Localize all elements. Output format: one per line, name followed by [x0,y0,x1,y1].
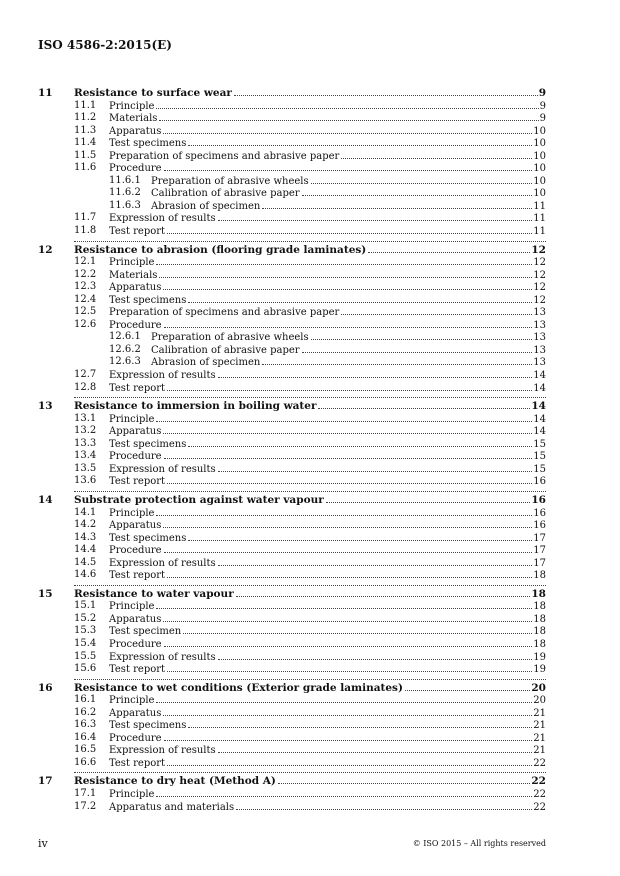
dot-leader [278,775,531,784]
toc-entry-page: 21 [533,720,546,732]
toc-entry[interactable] [38,306,546,319]
section-divider [74,397,546,398]
toc-entry-title: Resistance to immersion in boiling water [74,400,317,413]
toc-entry-number: 12.3 [74,281,97,293]
toc-entry-page: 9 [538,87,546,99]
toc-entry-number: 12.6 [74,318,97,330]
toc-entry-number: 11.6.1 [109,174,141,186]
toc-entry[interactable] [38,150,546,163]
dot-leader [163,707,532,716]
toc-entry-page: 17 [533,545,546,557]
toc-entry-title: Apparatus [109,613,162,625]
toc-section-entry[interactable] [38,494,546,507]
dot-leader [341,306,532,315]
toc-entry-title: Test report [109,757,166,769]
toc-entry-title: Preparation of abrasive wheels [151,332,309,344]
toc-entry[interactable] [38,694,546,707]
toc-entry-title: Apparatus and materials [109,801,235,813]
dot-leader [188,532,532,541]
toc-entry-title: Expression of results [109,557,216,569]
dot-leader [156,788,532,797]
toc-entry-title: Principle [109,788,155,800]
dot-leader [188,137,532,146]
toc-entry-title: Test report [109,226,166,238]
toc-entry-number: 11.2 [74,112,97,124]
dot-leader [164,450,533,459]
toc-entry-number: 12.1 [74,256,97,268]
toc-entry[interactable] [38,532,546,545]
toc-entry-page: 10 [533,188,546,200]
dot-leader [262,356,532,365]
toc-entry-page: 14 [533,370,546,382]
toc-entry-page: 11 [533,213,546,225]
toc-entry[interactable] [38,557,546,570]
dot-leader [405,682,530,691]
toc-entry-page: 12 [533,269,546,281]
dot-leader [156,694,532,703]
toc-entry[interactable] [38,256,546,269]
toc-entry-page: 14 [533,382,546,394]
toc-entry-page: 22 [533,788,546,800]
toc-section-entry[interactable] [38,682,546,695]
toc-entry-page: 21 [533,707,546,719]
dot-leader [167,663,532,672]
dot-leader [236,588,531,597]
dot-leader [311,175,533,184]
toc-entry-number: 14.1 [74,506,97,518]
document-id-header: ISO 4586-2:2015(E) [38,38,172,52]
toc-entry[interactable] [38,382,546,395]
toc-entry-page: 18 [533,638,546,650]
toc-section-entry[interactable] [38,775,546,788]
dot-leader [167,225,532,234]
dot-leader [318,400,530,409]
toc-entry-page: 13 [533,307,546,319]
dot-leader [311,331,533,340]
toc-entry-title: Materials [109,113,158,125]
toc-entry[interactable] [38,125,546,138]
dot-leader [159,269,532,278]
toc-entry-title: Resistance to surface wear [74,87,232,99]
section-divider [74,585,546,586]
toc-entry-page: 11 [533,226,546,238]
dot-leader [183,625,532,634]
dot-leader [341,150,532,159]
toc-entry-page: 12 [533,257,546,269]
toc-entry-number: 11 [38,87,53,99]
toc-entry-title: Test specimens [109,294,187,306]
toc-entry-page: 18 [533,570,546,582]
toc-entry-number: 16.6 [74,756,97,768]
dot-leader [218,744,533,753]
toc-entry-page: 9 [539,113,546,125]
toc-entry[interactable] [38,613,546,626]
toc-entry-number: 16.5 [74,744,97,756]
dot-leader [163,281,532,290]
toc-entry-number: 16.1 [74,694,97,706]
toc-entry-title: Procedure [109,319,162,331]
toc-entry-page: 18 [533,601,546,613]
dot-leader [262,200,532,209]
toc-entry-title: Procedure [109,638,162,650]
toc-entry-number: 14.4 [74,544,97,556]
toc-entry-title: Principle [109,257,155,269]
toc-entry-number: 17 [38,775,53,788]
toc-entry[interactable] [38,507,546,520]
toc-entry-page: 14 [533,413,546,425]
toc-entry-title: Procedure [109,163,162,175]
dot-leader [156,413,532,422]
toc-entry[interactable] [38,438,546,451]
toc-entry-title: Principle [109,100,155,112]
dot-leader [188,719,532,728]
toc-entry-page: 10 [533,138,546,150]
dot-leader [156,256,532,265]
toc-entry-number: 13.4 [74,450,97,462]
toc-entry-title: Resistance to abrasion (flooring grade laminates) [74,243,367,256]
toc-entry-title: Apparatus [109,426,162,438]
section-divider [74,679,546,680]
toc-entry-number: 15 [38,587,53,600]
dot-leader [218,212,533,221]
toc-entry[interactable] [38,544,546,557]
dot-leader [167,475,532,484]
toc-entry-title: Procedure [109,451,162,463]
toc-entry-number: 16.3 [74,719,97,731]
dot-leader [163,519,532,528]
toc-entry-page: 17 [533,532,546,544]
toc-entry-page: 10 [533,163,546,175]
toc-entry[interactable] [38,331,546,344]
toc-entry-page: 10 [533,175,546,187]
dot-leader [167,757,532,766]
toc-section-entry[interactable] [38,588,546,601]
toc-entry-number: 15.2 [74,612,97,624]
toc-entry-title: Procedure [109,732,162,744]
toc-entry[interactable] [38,638,546,651]
toc-entry-number: 11.7 [74,212,97,224]
toc-entry[interactable] [38,757,546,770]
dot-leader [302,344,533,353]
dot-leader [234,87,538,96]
toc-entry-page: 13 [533,357,546,369]
section-divider [74,772,546,773]
toc-entry-number: 12.4 [74,293,97,305]
toc-entry-title: Test specimens [109,532,187,544]
toc-section-entry[interactable] [38,400,546,413]
toc-entry-number: 12.6.2 [109,343,141,355]
toc-entry-title: Apparatus [109,282,162,294]
toc-entry-page: 17 [533,557,546,569]
toc-entry[interactable] [38,112,546,125]
toc-entry-page: 16 [533,507,546,519]
toc-entry-number: 17.1 [74,787,97,799]
toc-entry-title: Procedure [109,545,162,557]
toc-entry-title: Resistance to water vapour [74,587,234,600]
dot-leader [236,801,532,810]
toc-entry-number: 14 [38,493,53,506]
dot-leader [218,651,533,660]
toc-entry[interactable] [38,200,546,213]
dot-leader [188,294,532,303]
toc-entry-page: 20 [531,681,546,694]
toc-entry-number: 15.4 [74,637,97,649]
toc-entry-page: 22 [533,757,546,769]
section-divider [74,241,546,242]
toc-entry-number: 11.3 [74,124,97,136]
toc-entry[interactable] [38,212,546,225]
toc-entry-title: Abrasion of specimen [151,357,261,369]
toc-entry-title: Apparatus [109,125,162,137]
toc-entry[interactable] [38,600,546,613]
dot-leader [167,382,532,391]
toc-entry-number: 13.3 [74,437,97,449]
toc-entry-page: 12 [533,294,546,306]
dot-leader [368,244,530,253]
toc-entry-page: 10 [533,150,546,162]
toc-entry-number: 11.6.2 [109,187,141,199]
toc-entry-page: 16 [531,493,546,506]
toc-entry[interactable] [38,281,546,294]
toc-entry-number: 16.2 [74,706,97,718]
dot-leader [326,494,531,503]
toc-entry[interactable] [38,475,546,488]
toc-entry-number: 17.2 [74,800,97,812]
toc-entry-number: 11.8 [74,225,97,237]
toc-entry-title: Substrate protection against water vapour [74,493,324,506]
dot-leader [156,600,532,609]
toc-entry-number: 14.2 [74,519,97,531]
toc-entry-page: 14 [533,426,546,438]
toc-entry[interactable] [38,744,546,757]
dot-leader [218,463,533,472]
toc-entry-title: Expression of results [109,463,216,475]
toc-entry-number: 16.4 [74,731,97,743]
toc-entry-title: Calibration of abrasive paper [151,188,300,200]
toc-entry[interactable] [38,719,546,732]
toc-entry-title: Apparatus [109,520,162,532]
dot-leader [218,557,533,566]
toc-entry-title: Materials [109,269,158,281]
toc-entry-page: 9 [539,100,546,112]
toc-entry-title: Expression of results [109,745,216,757]
toc-entry-page: 22 [533,801,546,813]
dot-leader [163,425,532,434]
toc-entry-page: 18 [533,613,546,625]
toc-entry-number: 12.8 [74,381,97,393]
toc-entry-page: 16 [533,476,546,488]
toc-entry[interactable] [38,463,546,476]
toc-entry-number: 12.5 [74,306,97,318]
toc-entry[interactable] [38,732,546,745]
toc-entry[interactable] [38,319,546,332]
toc-entry-title: Expression of results [109,213,216,225]
toc-entry-page: 19 [533,664,546,676]
toc-entry[interactable] [38,344,546,357]
toc-entry-title: Abrasion of specimen [151,200,261,212]
toc-entry-number: 14.6 [74,569,97,581]
toc-entry-number: 13.2 [74,425,97,437]
toc-entry-number: 16 [38,681,53,694]
toc-entry-number: 12 [38,243,53,256]
toc-entry-page: 10 [533,125,546,137]
toc-entry-page: 15 [533,451,546,463]
toc-entry-title: Resistance to wet conditions (Exterior grade laminates) [74,681,403,694]
toc-entry-number: 13.1 [74,412,97,424]
toc-entry[interactable] [38,788,546,801]
toc-entry-title: Preparation of specimens and abrasive paper [109,150,340,162]
toc-entry[interactable] [38,625,546,638]
toc-entry-title: Test report [109,382,166,394]
toc-entry-page: 20 [533,695,546,707]
toc-entry-number: 11.5 [74,149,97,161]
toc-entry-title: Preparation of specimens and abrasive paper [109,307,340,319]
toc-entry-page: 19 [533,651,546,663]
toc-entry-page: 13 [533,332,546,344]
toc-entry-title: Test specimens [109,438,187,450]
toc-entry-number: 12.7 [74,369,97,381]
toc-entry-number: 11.6.3 [109,199,141,211]
toc-section-entry[interactable] [38,87,546,100]
toc-entry-title: Preparation of abrasive wheels [151,175,309,187]
toc-entry-page: 22 [531,775,546,788]
toc-entry-title: Calibration of abrasive paper [151,344,300,356]
toc-entry-number: 13 [38,400,53,413]
dot-leader [164,319,533,328]
toc-entry-number: 12.6.3 [109,356,141,368]
dot-leader [302,187,533,196]
toc-entry-number: 15.3 [74,625,97,637]
copyright-footer: © ISO 2015 – All rights reserved [412,839,546,848]
toc-entry[interactable] [38,425,546,438]
toc-entry-page: 14 [531,400,546,413]
toc-entry[interactable] [38,413,546,426]
toc-entry-page: 15 [533,438,546,450]
toc-entry[interactable] [38,294,546,307]
toc-entry-title: Principle [109,413,155,425]
toc-entry[interactable] [38,175,546,188]
dot-leader [164,732,533,741]
toc-entry-title: Test report [109,476,166,488]
dot-leader [218,369,533,378]
toc-entry-number: 11.1 [74,99,97,111]
dot-leader [164,544,533,553]
toc-entry-title: Expression of results [109,370,216,382]
toc-entry[interactable] [38,519,546,532]
dot-leader [163,125,532,134]
toc-entry-page: 13 [533,319,546,331]
dot-leader [164,162,533,171]
toc-entry-page: 12 [531,243,546,256]
toc-entry-title: Test report [109,570,166,582]
toc-entry-title: Expression of results [109,651,216,663]
toc-entry-number: 12.2 [74,268,97,280]
toc-entry[interactable] [38,269,546,282]
toc-entry-title: Test specimens [109,138,187,150]
toc-entry[interactable] [38,707,546,720]
toc-entry-number: 14.3 [74,531,97,543]
toc-entry-title: Test specimens [109,720,187,732]
toc-entry-title: Apparatus [109,707,162,719]
page-number-footer: iv [38,837,48,850]
toc-entry[interactable] [38,356,546,369]
toc-entry-number: 11.4 [74,137,97,149]
toc-entry-page: 21 [533,732,546,744]
toc-entry-number: 15.5 [74,650,97,662]
toc-entry-page: 21 [533,745,546,757]
toc-entry-number: 13.6 [74,475,97,487]
toc-entry-number: 11.6 [74,162,97,174]
toc-entry[interactable] [38,162,546,175]
section-divider [74,491,546,492]
dot-leader [164,638,533,647]
toc-entry-title: Principle [109,601,155,613]
dot-leader [156,100,538,109]
toc-entry-number: 15.1 [74,600,97,612]
toc-section-entry[interactable] [38,244,546,257]
dot-leader [159,112,538,121]
toc-entry[interactable] [38,100,546,113]
toc-entry-page: 18 [533,626,546,638]
table-of-contents [38,87,546,813]
toc-entry[interactable] [38,369,546,382]
toc-entry[interactable] [38,651,546,664]
toc-entry-title: Resistance to dry heat (Method A) [74,775,276,788]
toc-entry-page: 15 [533,463,546,475]
toc-entry-number: 15.6 [74,663,97,675]
toc-entry-page: 13 [533,344,546,356]
toc-entry[interactable] [38,801,546,814]
toc-entry-number: 14.5 [74,556,97,568]
toc-entry-page: 16 [533,520,546,532]
toc-entry[interactable] [38,187,546,200]
toc-entry[interactable] [38,663,546,676]
toc-entry[interactable] [38,450,546,463]
toc-entry-page: 12 [533,282,546,294]
toc-entry[interactable] [38,569,546,582]
toc-entry[interactable] [38,137,546,150]
toc-entry-title: Test specimen [109,626,182,638]
dot-leader [188,438,532,447]
toc-entry[interactable] [38,225,546,238]
toc-entry-title: Principle [109,507,155,519]
dot-leader [163,613,532,622]
toc-entry-title: Principle [109,695,155,707]
toc-entry-title: Test report [109,664,166,676]
dot-leader [167,569,532,578]
toc-entry-number: 12.6.1 [109,331,141,343]
toc-entry-page: 18 [531,587,546,600]
dot-leader [156,507,532,516]
toc-entry-page: 11 [533,200,546,212]
toc-entry-number: 13.5 [74,462,97,474]
